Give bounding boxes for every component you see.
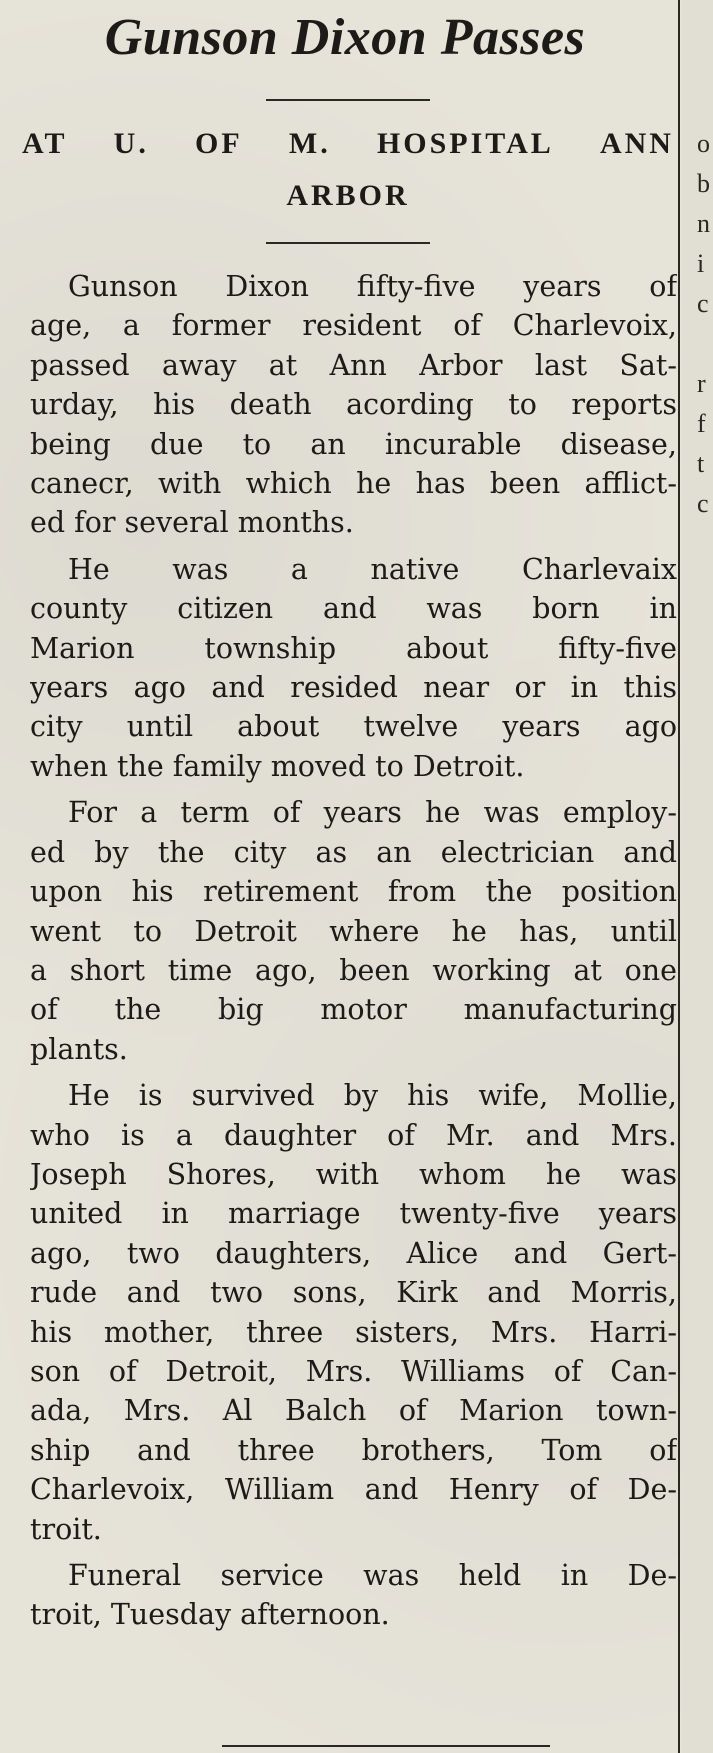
article-headline: Gunson Dixon Passes <box>104 9 586 66</box>
article-paragraph <box>30 550 677 786</box>
column-divider <box>678 0 680 1753</box>
text-line: Marion township about fifty-five <box>30 631 677 665</box>
adjacent-column-fragment <box>697 324 710 364</box>
text-line: Gunson Dixon fifty-five years of <box>68 270 677 303</box>
text-line: upon his retirement from the position <box>30 875 677 909</box>
text-line: being due to an incurable disease, <box>30 427 677 461</box>
adjacent-column-fragment: b <box>697 169 710 198</box>
text-line: troit. <box>30 1512 102 1546</box>
adjacent-column-fragment: r <box>697 369 706 398</box>
article-paragraph <box>30 1556 677 1635</box>
adjacent-column-fragment: n <box>697 209 710 238</box>
text-line: ship and three brothers, Tom of <box>30 1433 677 1467</box>
text-line: He was a native Charlevaix <box>68 552 677 586</box>
text-line: years ago and resided near or in this <box>30 671 677 705</box>
subhead-line-1 <box>22 118 674 170</box>
article-end-rule <box>222 1745 550 1747</box>
text-line: Joseph Shores, with whom he was <box>30 1157 677 1191</box>
text-line: Funeral service was held in De- <box>68 1559 677 1592</box>
text-line: passed away at Ann Arbor last Sat- <box>30 348 677 382</box>
text-line: canecr, with which he has been afflict- <box>30 467 677 501</box>
text-line: who is a daughter of Mr. and Mrs. <box>30 1118 677 1152</box>
text-line: ada, Mrs. Al Balch of Marion town- <box>30 1394 677 1428</box>
adjacent-column-fragment: f <box>697 409 706 438</box>
adjacent-column-text <box>697 124 710 524</box>
text-line: of the big motor manufacturing <box>30 993 677 1027</box>
subhead-line-2: ARBOR <box>286 179 410 212</box>
text-line: his mother, three sisters, Mrs. Harri- <box>30 1315 677 1349</box>
adjacent-column-fragment: t <box>697 449 705 478</box>
text-line: urday, his death acording to reports <box>30 388 677 422</box>
text-line: He is survived by his wife, Mollie, <box>68 1079 677 1113</box>
subhead-word: U. <box>113 127 149 160</box>
text-line: For a term of years he was employ- <box>68 796 677 830</box>
text-line: Charlevoix, William and Henry of De- <box>30 1473 677 1507</box>
text-line: son of Detroit, Mrs. Williams of Can- <box>30 1354 677 1388</box>
text-line: troit, Tuesday afternoon. <box>30 1598 390 1632</box>
text-line: united in marriage twenty-five years <box>30 1197 677 1231</box>
article-paragraph <box>30 267 677 543</box>
headline-rule <box>266 99 430 101</box>
text-line: city until about twelve years ago <box>30 710 677 744</box>
subhead-word: M. <box>288 127 331 160</box>
text-line: ed for several months. <box>30 506 354 540</box>
subhead-rule <box>266 242 430 244</box>
subhead-word: AT <box>22 127 68 160</box>
adjacent-column-fragment: c <box>697 489 709 518</box>
subhead-word: OF <box>195 127 243 160</box>
adjacent-column-fragment: i <box>697 249 705 278</box>
subhead-word: HOSPITAL <box>376 127 554 160</box>
text-line: rude and two sons, Kirk and Morris, <box>30 1276 677 1310</box>
text-line: ed by the city as an electrician and <box>30 835 677 869</box>
article-subhead <box>22 118 674 222</box>
article-body <box>30 267 677 1642</box>
text-line: went to Detroit where he has, until <box>30 914 677 948</box>
text-line: age, a former resident of Charlevoix, <box>30 309 677 343</box>
text-line: plants. <box>30 1032 128 1066</box>
article-paragraph <box>30 1076 677 1549</box>
adjacent-column-fragment: c <box>697 289 709 318</box>
text-line: ago, two daughters, Alice and Gert- <box>30 1236 677 1270</box>
text-line: county citizen and was born in <box>30 592 677 626</box>
adjacent-column-fragment: o <box>697 129 710 158</box>
text-line: when the family moved to Detroit. <box>30 749 525 783</box>
text-line: a short time ago, been working at one <box>30 953 677 987</box>
article-paragraph <box>30 793 677 1069</box>
subhead-word: ANN <box>599 127 674 160</box>
